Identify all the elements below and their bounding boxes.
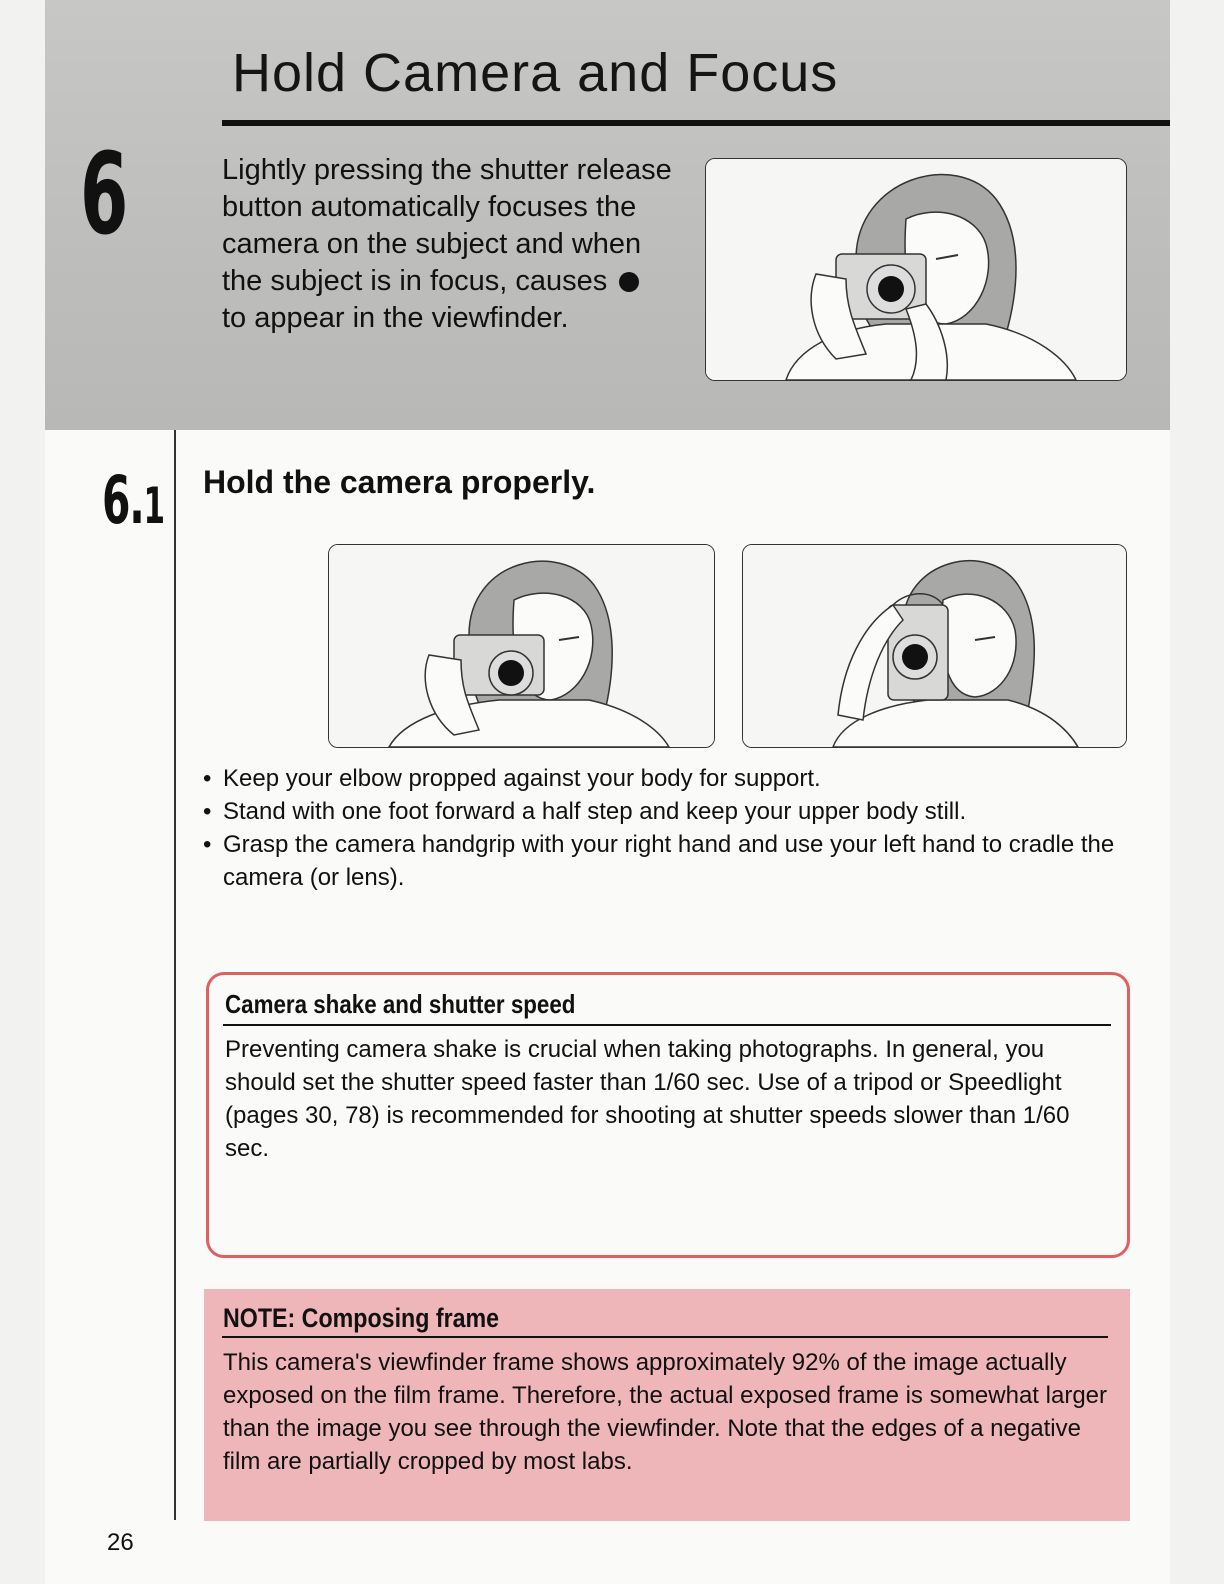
- intro-text-before: Lightly pressing the shutter release button automatically focuses the camera on the subject and when the subject is in focus, causes: [222, 154, 672, 297]
- note-title: NOTE: Composing frame: [223, 1303, 500, 1333]
- person-with-camera-icon: [706, 159, 1126, 380]
- chapter-number: 6: [80, 130, 128, 260]
- page-number: 26: [107, 1529, 134, 1556]
- page-title: Hold Camera and Focus: [232, 43, 839, 103]
- title-rule: [222, 120, 1170, 126]
- illustration-horizontal-grip: [328, 544, 715, 748]
- section-number: [102, 462, 164, 539]
- illustration-focus-camera: [705, 158, 1127, 381]
- bullet-list: [203, 762, 1133, 894]
- focus-indicator-icon: [619, 272, 639, 292]
- bullet-item: • Grasp the camera handgrip with your right hand and use your left hand to cradle the camera (or lens).: [203, 828, 1133, 894]
- note-text: This camera's viewfinder frame shows approximately 92% of the image actually exposed on the film frame. Therefore, the actual exposed frame is somewhat larger than the image you see through the viewfinder. Note that the edges of a negative film are partially cropped by most labs.: [223, 1349, 1108, 1475]
- intro-text-after: to appear in the viewfinder.: [222, 302, 569, 334]
- horizontal-grip-icon: [329, 545, 714, 747]
- camera-shake-title: Camera shake and shutter speed: [225, 989, 576, 1019]
- camera-shake-rule: [223, 1024, 1111, 1026]
- note-rule: [222, 1336, 1108, 1338]
- vertical-grip-icon: [743, 545, 1126, 747]
- section-heading: Hold the camera properly.: [203, 464, 596, 500]
- camera-shake-box: [206, 972, 1130, 1258]
- page-right-edge: [1170, 0, 1224, 1584]
- intro-paragraph: [222, 152, 672, 337]
- section-vertical-rule: [174, 430, 176, 1520]
- bullet-item: • Keep your elbow propped against your body for support.: [203, 762, 1133, 795]
- note-box: [204, 1289, 1130, 1521]
- bullet-item: • Stand with one foot forward a half step and keep your upper body still.: [203, 795, 1133, 828]
- illustration-vertical-grip: [742, 544, 1127, 748]
- page-left-edge: [0, 0, 45, 1584]
- section-number-main: 6.: [102, 462, 144, 539]
- section-number-sub: 1: [143, 477, 164, 535]
- camera-shake-text: Preventing camera shake is crucial when taking photographs. In general, you should set the shutter speed faster than 1/60 sec. Use of a tripod or Speedlight (pages 30, 78) is recommended for shooting at shutter speeds slower than 1/60 sec.: [225, 1036, 1070, 1162]
